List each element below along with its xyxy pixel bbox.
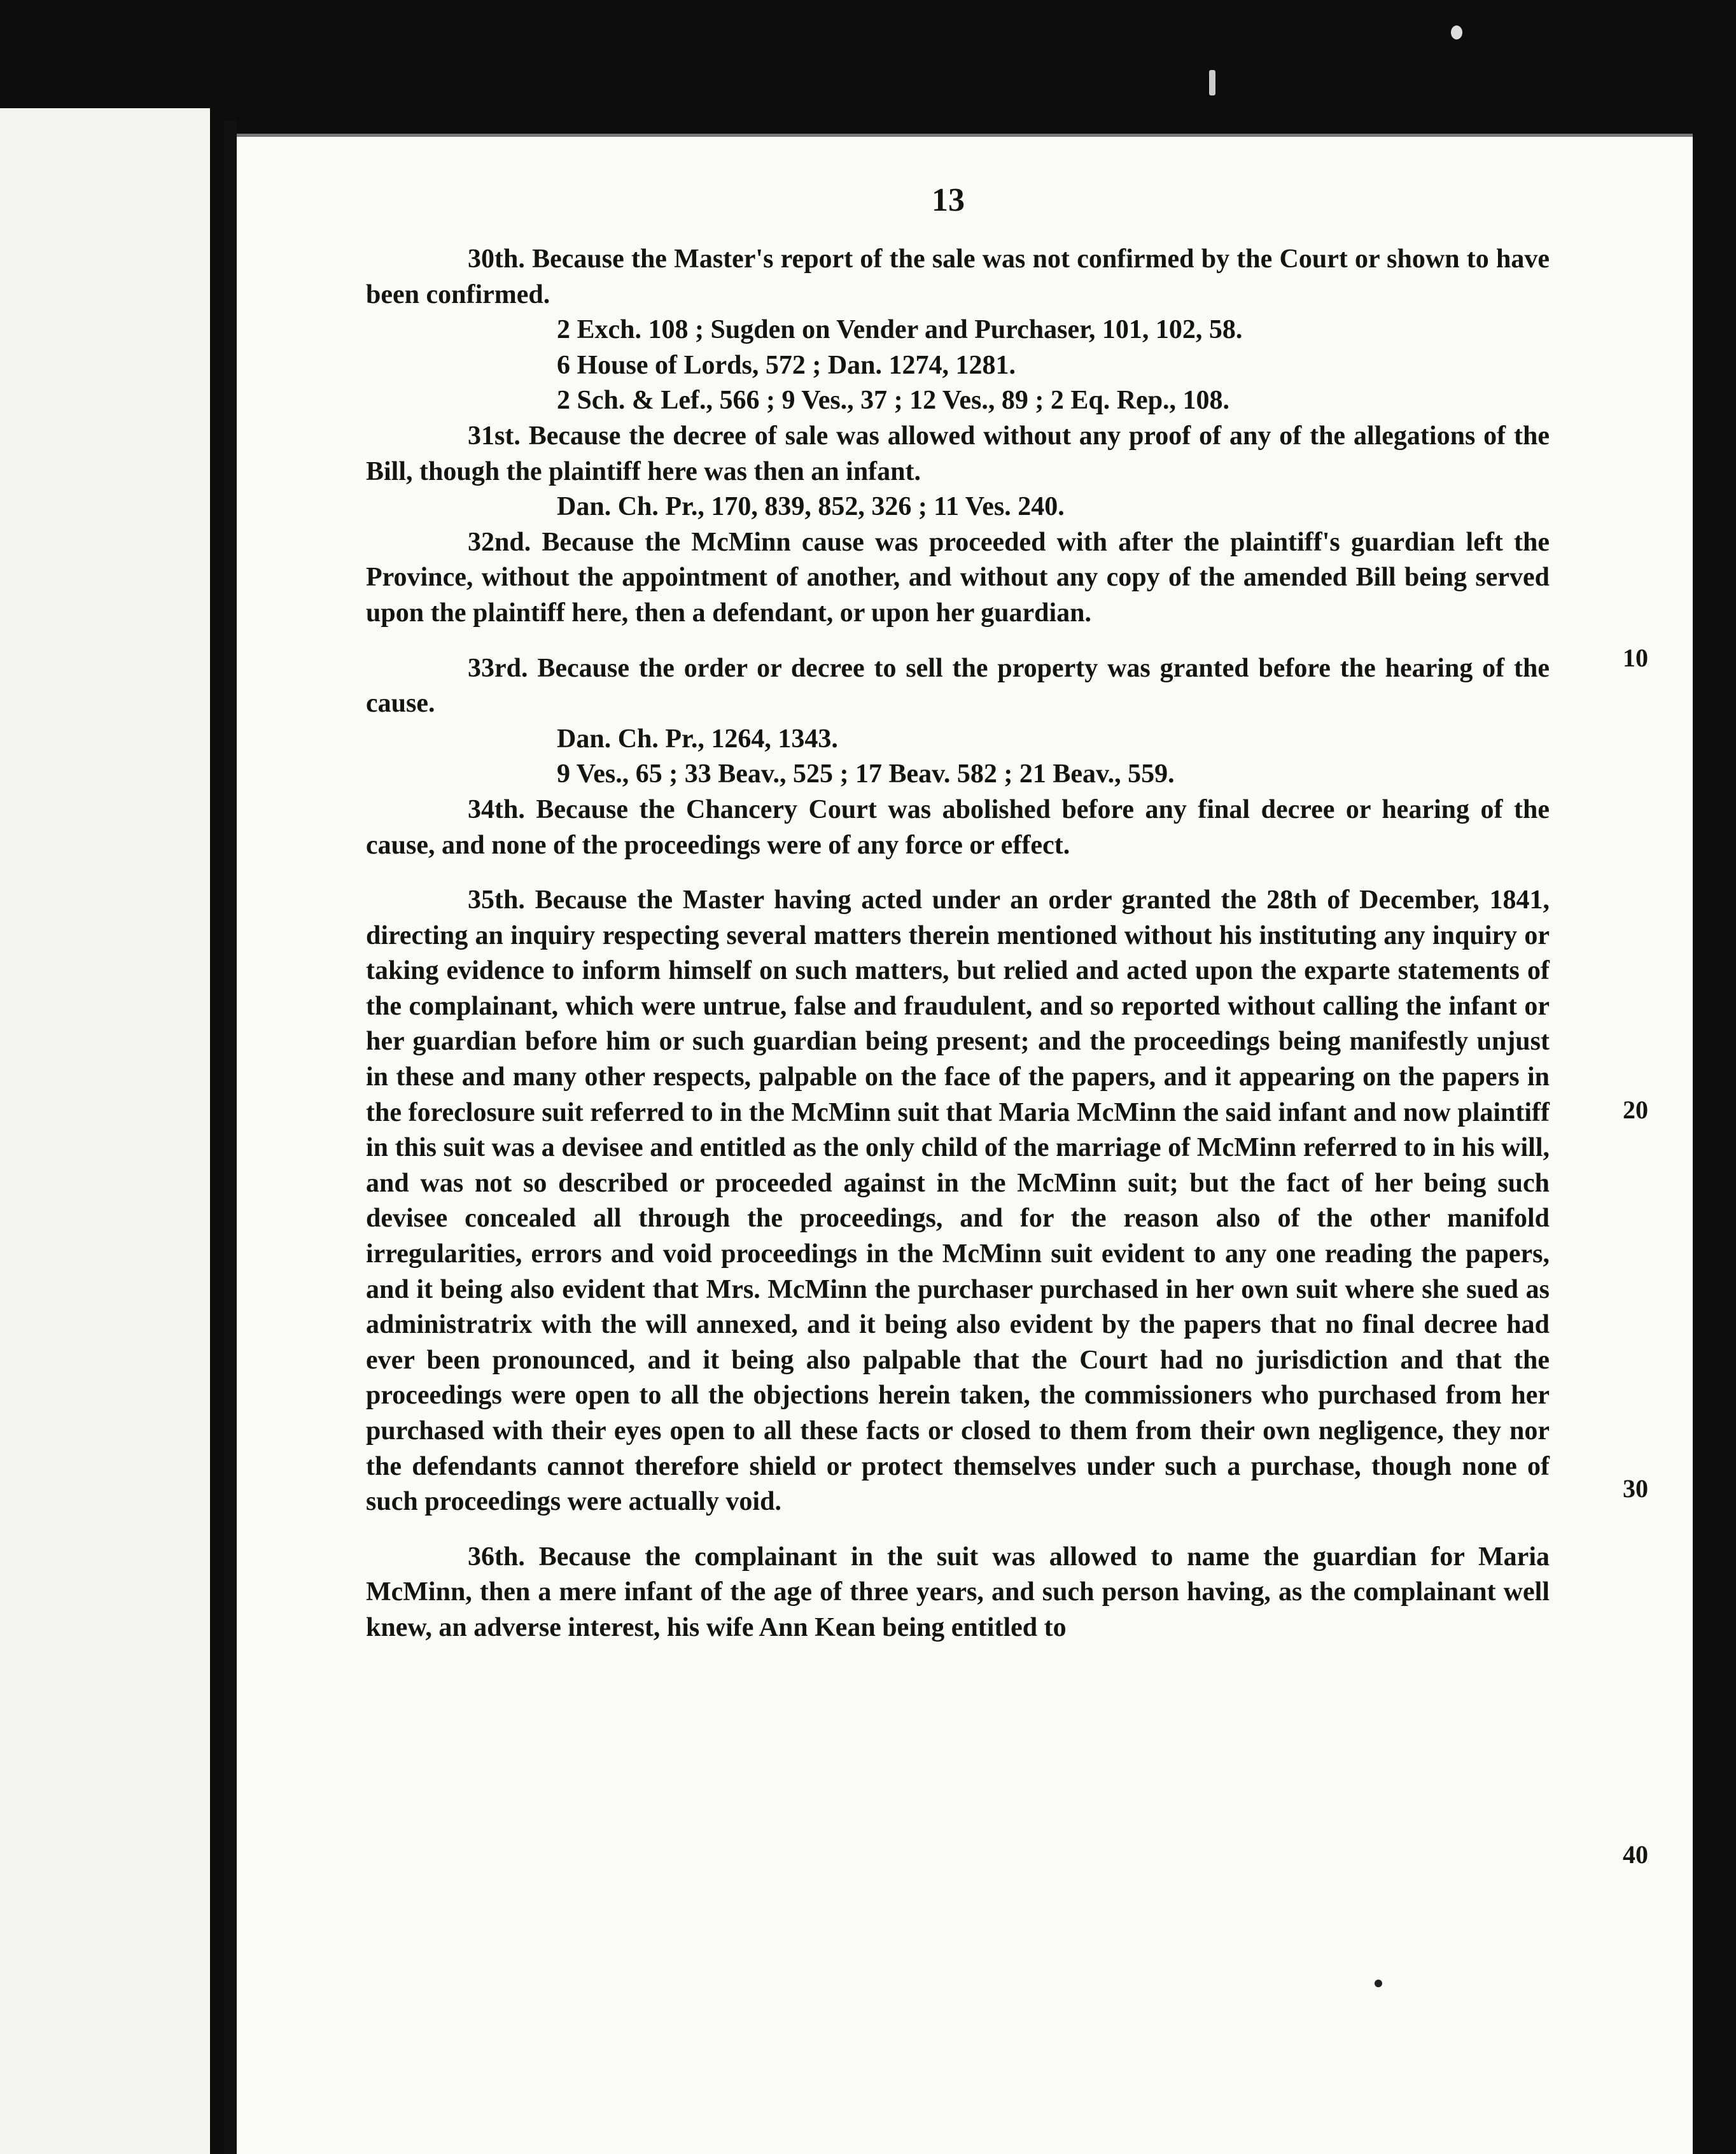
paragraph-31st — [366, 419, 1550, 489]
paragraph-number: 32nd. — [468, 527, 531, 557]
citation-line: 9 Ves., 65 ; 33 Beav., 525 ; 17 Beav. 582 ; 21 Beav., 559. — [557, 759, 1175, 789]
citation-line: 2 Exch. 108 ; Sugden on Vender and Purchaser, 101, 102, 58. — [557, 315, 1243, 345]
margin-line-number: 20 — [1623, 1095, 1648, 1124]
paragraph-30th — [366, 242, 1550, 313]
paragraph-text: Because the Master's report of the sale was not confirmed by the Court or shown to have been confirmed. — [366, 244, 1550, 309]
paragraph-text: Because the Chancery Court was abolished before any final decree or hearing of the cause, and none of the proceedings were of any force or effect. — [366, 794, 1550, 860]
paragraph-36th — [366, 1540, 1550, 1646]
paragraph-32nd — [366, 525, 1550, 631]
paragraph-34th — [366, 792, 1550, 863]
ink-speck — [1375, 1980, 1382, 1987]
book-spine — [224, 121, 237, 2154]
citation-line: 2 Sch. & Lef., 566 ; 9 Ves., 37 ; 12 Ves., 89 ; 2 Eq. Rep., 108. — [557, 386, 1230, 416]
paragraph-number: 30th. — [468, 244, 525, 274]
paragraph-text: Because the decree of sale was allowed without any proof of any of the allegations of the Bill, though the plaintiff here was then an infant. — [366, 421, 1550, 486]
paragraph-text: Because the McMinn cause was proceeded with after the plaintiff's guardian left the Province, without the appointment of another, and without any copy of the amended Bill being served upon the plaintiff here, then a defendant, or upon her guardian. — [366, 527, 1550, 628]
paragraph-number: 36th. — [468, 1542, 525, 1572]
paragraph-text: Because the order or decree to sell the property was granted before the hearing of the cause. — [366, 653, 1550, 719]
scan-artifact — [1451, 25, 1462, 39]
page-number: 13 — [932, 182, 965, 218]
paragraph-number: 35th. — [468, 885, 525, 915]
paragraph-number: 33rd. — [468, 653, 528, 683]
paragraph-35th — [366, 883, 1550, 1520]
paragraph-number: 31st. — [468, 421, 521, 451]
citation-line: Dan. Ch. Pr., 1264, 1343. — [557, 724, 838, 754]
scan-artifact — [1209, 70, 1215, 95]
paragraph-text: Because the Master having acted under an order granted the 28th of December, 1841, directing an inquiry respecting several matters therein mentioned without his instituting any inquiry or taking evidence to inform himself on such matters, but relied and acted upon the exparte statements of the complainant, which were untrue, false and fraudulent, and so reported without calling the infant or her guardian before him or such guardian being present; and the proceedings being manifestly unjust in these and many other respects, palpable on the face of the papers, and it appearing on the papers in the foreclosure suit referred to in the McMinn suit that Maria McMinn the said infant and now plaintiff in this suit was a devisee and entitled as the only child of the marriage of McMinn referred to in his will, and was not so described or proceeded against in the McMinn suit; but the fact of her being such devisee concealed all through the proceedings, and for the reason also of the other manifold irregularities, errors and void proceedings in the McMinn suit evident to any one reading the papers, and it being also evident that Mrs. McMinn the purchaser purchased in her own suit where she sued as administratrix with the will annexed, and it being also evident by the papers that no final decree had ever been pronounced, and it being also palpable that the Court had no jurisdiction and that the proceedings were open to all the objections herein taken, the commissioners who purchased from her purchased with their eyes open to all these facts or closed to them from their own negligence, they nor the defendants cannot therefore shield or protect themselves under such a purchase, though none of such proceedings were actually void. — [366, 885, 1550, 1517]
citation-line: Dan. Ch. Pr., 170, 839, 852, 326 ; 11 Ves. 240. — [557, 492, 1065, 522]
paragraph-text: Because the complainant in the suit was allowed to name the guardian for Maria McMinn, then a mere infant of the age of three years, and such person having, as the complainant well knew, an adverse interest, his wife Ann Kean being entitled to — [366, 1542, 1550, 1642]
citation-line: 6 House of Lords, 572 ; Dan. 1274, 1281. — [557, 350, 1016, 380]
margin-line-number: 10 — [1623, 644, 1648, 672]
body-text — [366, 242, 1550, 1646]
left-facing-page — [0, 108, 210, 2154]
page-top-edge — [237, 134, 1693, 137]
paragraph-33rd — [366, 651, 1550, 722]
margin-line-number: 40 — [1623, 1840, 1648, 1869]
margin-line-number: 30 — [1623, 1474, 1648, 1503]
paragraph-number: 34th. — [468, 794, 525, 824]
